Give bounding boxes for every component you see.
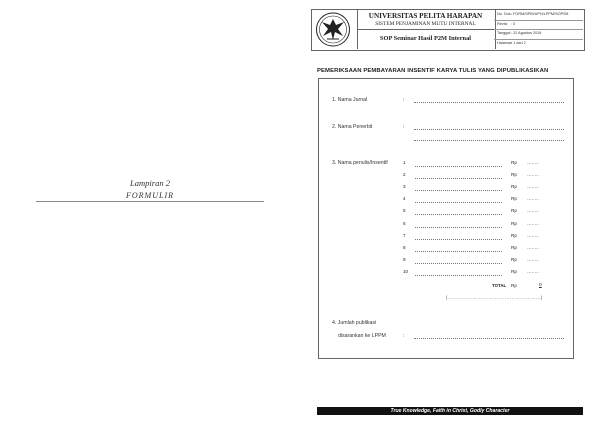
author-name-input[interactable]	[415, 251, 502, 252]
left-divider	[36, 201, 264, 202]
nama-penerbit-input[interactable]	[414, 129, 564, 130]
jumlah-publikasi-input[interactable]	[414, 338, 564, 339]
author-name-input[interactable]	[415, 275, 502, 276]
total-label: TOTAL	[492, 283, 507, 288]
author-currency: Rp	[511, 184, 517, 190]
header-separator	[357, 29, 494, 30]
university-name: UNIVERSITAS PELITA HARAPAN	[368, 12, 483, 20]
author-name-input[interactable]	[415, 190, 502, 191]
formulir-label: FORMULIR	[126, 191, 174, 200]
field-nama-jurnal-label: 1. Nama Jurnal	[332, 97, 368, 103]
nama-penerbit-input-line2[interactable]	[414, 140, 564, 141]
author-amount-input[interactable]: ……..	[527, 268, 539, 274]
author-row-number: 5	[403, 208, 406, 214]
university-logo-icon	[313, 11, 353, 48]
author-currency: Rp	[511, 160, 517, 165]
author-amount-input[interactable]: ……..	[527, 184, 539, 190]
author-row-number: 3	[403, 184, 406, 190]
author-amount-input[interactable]: ……..	[527, 220, 539, 226]
meta-revision: Revisi : 0	[497, 22, 516, 26]
author-row-number: 10	[403, 268, 409, 274]
total-currency: Rp	[511, 283, 517, 288]
author-amount-input[interactable]: ……..	[527, 244, 539, 250]
author-row-number: 8	[403, 244, 406, 250]
author-amount-input[interactable]: ……..	[527, 172, 539, 178]
author-amount-input[interactable]: ……..	[527, 208, 539, 214]
system-name: SISTEM PENJAMINAN MUTU INTERNAL	[375, 21, 476, 27]
author-row-number: 4	[403, 196, 406, 202]
nama-jurnal-input[interactable]	[414, 102, 564, 103]
author-currency: Rp	[511, 172, 517, 178]
author-currency: Rp	[511, 268, 517, 274]
meta-divider	[494, 39, 583, 40]
colon: :	[403, 124, 405, 130]
footer-motto: True Knowledge, Faith in Christ, Godly Character	[317, 407, 583, 415]
author-name-input[interactable]	[415, 227, 502, 228]
field-jumlah-label: 4. Jumlah publikasi	[332, 320, 377, 326]
field-nama-penulis-label: 3. Nama penulis/Insentif	[332, 160, 388, 166]
author-amount-input[interactable]: ……..	[527, 256, 539, 262]
author-amount-input[interactable]: ……..	[527, 196, 539, 202]
author-currency: Rp	[511, 232, 517, 238]
field-jumlah-label-line2: disarankan ke LPPM	[338, 333, 386, 339]
author-row-number: 2	[403, 172, 406, 178]
author-currency: Rp	[511, 208, 517, 214]
author-amount-input[interactable]: ……..	[527, 232, 539, 238]
terbilang-field[interactable]: (…………………………………………………)	[446, 295, 543, 300]
meta-date: Tanggal: 22 Agustus 2016	[497, 31, 542, 35]
sop-title: SOP Seminar Hasil P2M Internal	[379, 35, 472, 42]
total-value: 0	[539, 283, 542, 288]
author-amount-input[interactable]: ……..	[527, 160, 539, 165]
meta-doc-number: No. Dok.: FORM/SPM/UPH/LPPM/SOP/08	[497, 12, 569, 16]
form-box	[318, 78, 574, 359]
author-currency: Rp	[511, 256, 517, 262]
author-row-number: 9	[403, 256, 406, 262]
field-nama-penerbit-label: 2. Nama Penerbit	[332, 124, 373, 130]
author-currency: Rp	[511, 220, 517, 226]
form-title: PEMERIKSAAN PEMBAYARAN INSENTIF KARYA TULIS YANG DIPUBLIKASIKAN	[317, 68, 549, 74]
author-name-input[interactable]	[415, 166, 502, 167]
author-name-input[interactable]	[415, 239, 502, 240]
meta-page: Halaman: 1 dari 2	[497, 41, 526, 45]
colon: :	[403, 97, 405, 103]
author-currency: Rp	[511, 196, 517, 202]
author-name-input[interactable]	[415, 263, 502, 264]
colon: :	[403, 333, 405, 339]
meta-divider	[494, 29, 583, 30]
lampiran-label: Lampiran 2	[130, 178, 170, 188]
author-row-number: 6	[403, 220, 406, 226]
author-name-input[interactable]	[415, 178, 502, 179]
author-name-input[interactable]	[415, 202, 502, 203]
author-name-input[interactable]	[415, 214, 502, 215]
author-row-number: 7	[403, 232, 406, 238]
author-currency: Rp	[511, 244, 517, 250]
meta-divider	[494, 20, 583, 21]
author-row-number: 1	[403, 160, 406, 165]
